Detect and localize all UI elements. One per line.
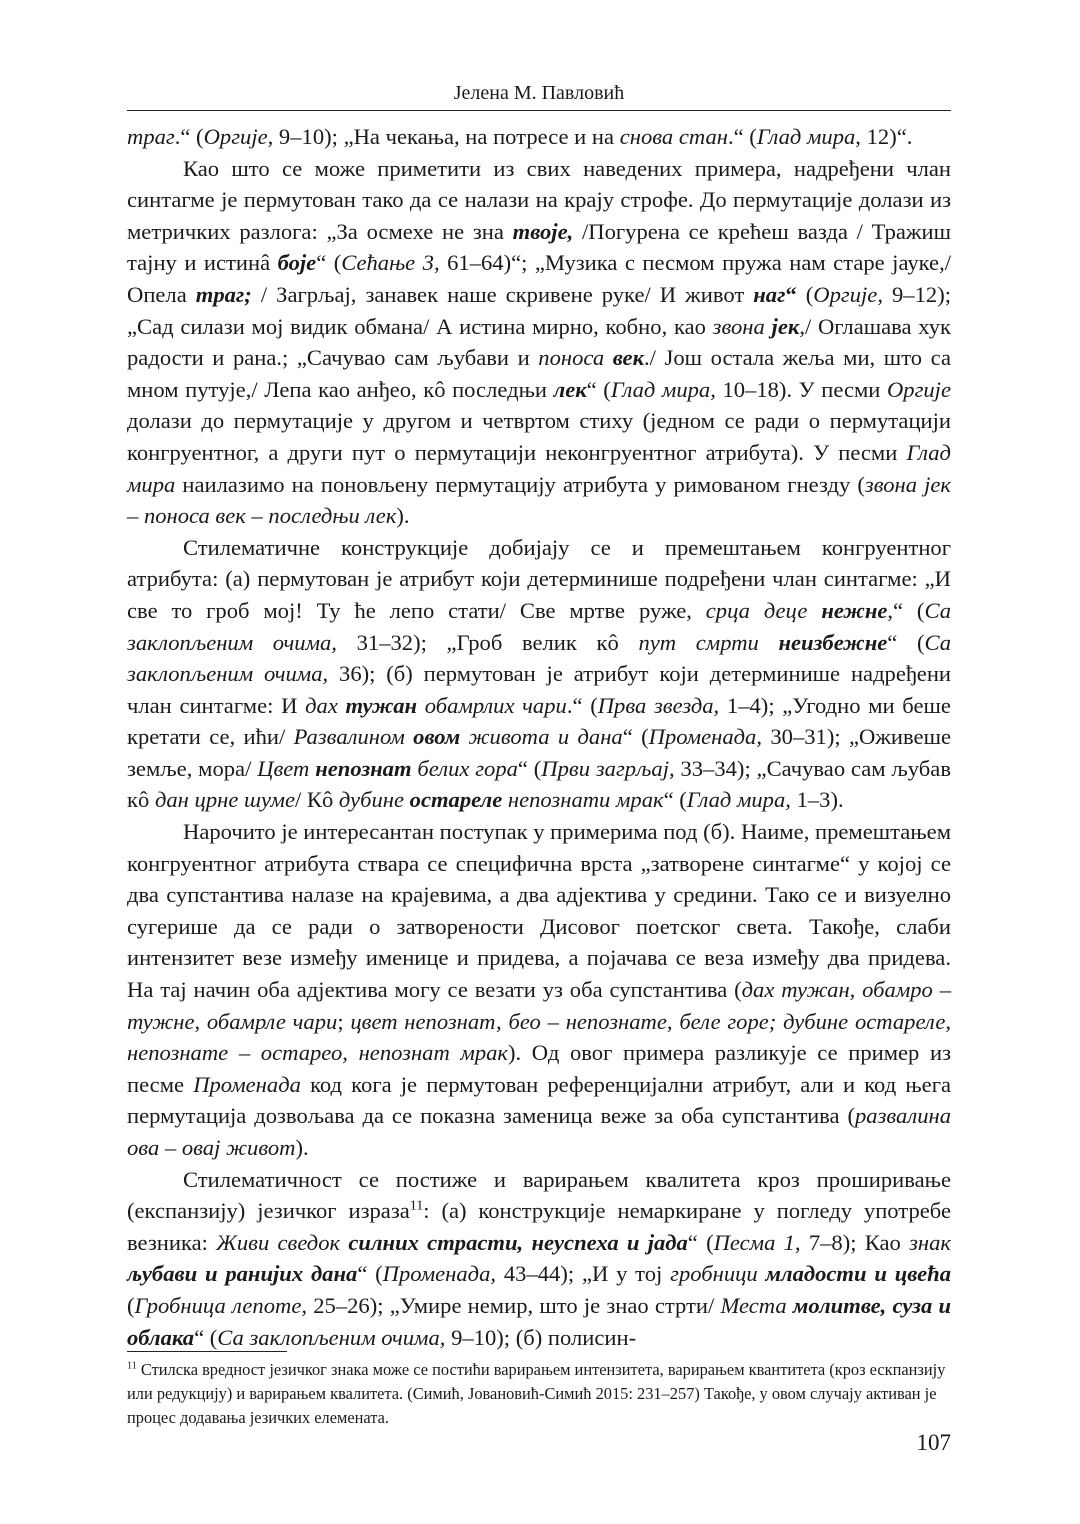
text-run: 9–10); „На чекања, на потресе и на bbox=[273, 124, 620, 149]
text-run: ). bbox=[396, 503, 410, 529]
text-run: траг; bbox=[195, 281, 252, 307]
text-run: век bbox=[612, 345, 645, 371]
text-run: “ ( bbox=[194, 1324, 218, 1350]
text-run: 9–10); (б) полисин- bbox=[445, 1324, 637, 1350]
text-run: 25–26); „Умире немир, што је знао стрти/ bbox=[307, 1292, 721, 1318]
footnote-rule bbox=[127, 1351, 287, 1352]
text-run: Оргије, bbox=[203, 124, 274, 149]
text-run bbox=[460, 724, 468, 749]
text-run: твоје, bbox=[512, 218, 574, 244]
text-run: .“ ( bbox=[174, 124, 204, 149]
text-run bbox=[807, 598, 821, 623]
text-run: “ ( bbox=[357, 1261, 383, 1287]
text-run: овом bbox=[413, 724, 461, 750]
text-run: срца деце bbox=[705, 597, 808, 623]
text-run: наг bbox=[753, 281, 786, 307]
text-run: .“ ( bbox=[566, 692, 598, 718]
text-run: дах тужан, обамро – тужне, обамрле чари bbox=[127, 977, 951, 1034]
text-run: траг bbox=[127, 124, 175, 149]
text-run: тужан bbox=[345, 692, 418, 718]
text-run: 10–18). У песми bbox=[715, 376, 887, 402]
text-run: Оргије, bbox=[813, 281, 883, 307]
text-run: “ ( bbox=[663, 787, 687, 813]
text-run: ( bbox=[127, 1292, 135, 1318]
text-run: Са заклопљеним очима, bbox=[217, 1324, 446, 1350]
text-run: Стилематичност се постиже и варирањем квалитета кроз проширивање (експанзију) језичког израза bbox=[127, 1166, 951, 1224]
text-run: Први загрљај, bbox=[541, 755, 675, 781]
text-run: 1–3). bbox=[790, 787, 844, 813]
text-run: звона bbox=[712, 313, 765, 339]
text-run: Цвет bbox=[257, 755, 310, 781]
text-run: “ ( bbox=[586, 376, 611, 402]
text-run: непознат bbox=[315, 755, 412, 781]
text-run: Променада, bbox=[648, 724, 763, 750]
text-run: / Кô bbox=[294, 787, 339, 813]
text-run: поноса bbox=[538, 345, 605, 371]
text-run: дубине bbox=[338, 787, 404, 813]
text-run: Гробница лепоте, bbox=[134, 1292, 308, 1318]
text-run: јек bbox=[771, 313, 800, 339]
text-run: 31–32); „Гроб велик кô bbox=[336, 629, 639, 655]
paragraph-5 bbox=[127, 1164, 951, 1354]
text-run: лек bbox=[553, 376, 587, 402]
text-run bbox=[765, 314, 772, 339]
text-run: наилазимо на поновљену пермутацију атрибута у римованом гнезду ( bbox=[175, 471, 865, 497]
text-run bbox=[338, 693, 346, 718]
text-run bbox=[604, 345, 613, 370]
text-run bbox=[759, 630, 779, 655]
text-run: живота и дана bbox=[468, 724, 623, 750]
text-run: “ ( bbox=[887, 629, 925, 655]
text-run: неизбежне bbox=[778, 629, 888, 655]
text-run: Променада bbox=[193, 1071, 301, 1097]
text-run: Оргије bbox=[886, 376, 951, 402]
text-run: непознати мрак bbox=[507, 787, 664, 813]
text-run: , 12)“. bbox=[855, 124, 913, 149]
text-run: Глад мира bbox=[127, 439, 951, 497]
text-run bbox=[758, 1261, 766, 1286]
text-run: пут смрти bbox=[638, 629, 759, 655]
text-run: : (а) конструкције немаркиране у погледу употребе везника: bbox=[127, 1198, 951, 1255]
paragraph-4 bbox=[127, 816, 951, 1164]
text-run: Са заклопљеним очима, bbox=[127, 629, 952, 687]
text-run: “ ( bbox=[316, 250, 342, 276]
text-run: Глад мира bbox=[756, 124, 856, 149]
running-header: Јелена М. Павловић bbox=[453, 82, 625, 104]
text-run: младости и цвећа bbox=[765, 1261, 952, 1287]
text-run: знак bbox=[909, 1229, 951, 1255]
text-run: гробници bbox=[670, 1261, 758, 1287]
text-run: 43–44); „И у тој bbox=[496, 1261, 671, 1287]
text-run: развалина ова – овај живот bbox=[127, 1103, 951, 1160]
text-run: 36); (б) пермутован је атрибут који детерминише надређени члан синтагме: И bbox=[127, 661, 952, 718]
text-run: Нарочито је интересантан поступак у примерима под (б). Наиме, премештањем конгруентног атрибута ствара се специфична врста „затворене синтагме“ у којој се два супстантива налазе на крајевима, а два адјектива у средини. Тако се и визуелно сугерише да се ради о затворености Дисовог поетског света. Такође, слаби интензитет везе између именице и придева, а појачава се веза између два придева. На тај начин оба адјектива могу се везати уз оба супстантива ( bbox=[127, 819, 951, 1003]
text-run bbox=[405, 724, 413, 749]
text-run: Сећање 3, bbox=[341, 250, 440, 276]
text-run bbox=[417, 693, 425, 718]
paragraph-3 bbox=[127, 532, 951, 816]
text-run: Места bbox=[720, 1292, 787, 1318]
text-run: љубави и ранијих дана bbox=[127, 1261, 358, 1287]
footnote-marker: 11 bbox=[127, 1360, 137, 1372]
text-run: ./ Још остала жеља ми, што са мном путује,/ Лепа као анђео, кô последњи bbox=[127, 345, 951, 402]
text-run: обамрлих чари bbox=[424, 692, 567, 718]
text-run: Са заклопљеним очима, bbox=[127, 597, 951, 655]
text-run: Развалином bbox=[293, 724, 405, 750]
text-run: ; bbox=[337, 1008, 351, 1034]
text-run: ,“ ( bbox=[887, 597, 925, 623]
text-run: 30–31); „Оживеше земље, мора/ bbox=[127, 724, 952, 781]
text-run: 11 bbox=[409, 1198, 424, 1214]
text-run: 1–4); „Угодно ми беше кретати се, ићи/ bbox=[127, 692, 951, 750]
text-run: снова стан bbox=[619, 124, 728, 149]
text-run: 7–8); Као bbox=[800, 1229, 910, 1255]
text-run: .“ ( bbox=[727, 124, 757, 149]
text-run: остареле bbox=[409, 787, 503, 813]
header-rule bbox=[127, 110, 951, 111]
text-run: “ ( bbox=[687, 1229, 714, 1255]
text-run: Живи сведок bbox=[216, 1229, 341, 1255]
text-run: /Погурена се крећеш вазда / Тражиш тајну и истинâ bbox=[127, 218, 952, 276]
text-run: цвет непознат, бео – непознате, беле горе; дубине остареле, непознате – остарео, непознат мрак bbox=[127, 1008, 952, 1066]
text-run: Променада, bbox=[382, 1261, 497, 1287]
text-run: “ bbox=[785, 281, 797, 307]
text-run: 61–64)“; „Музика с песмом пружа нам старе јауке,/ Опела bbox=[127, 250, 952, 307]
text-run: / Загрљај, занавек наше скривене руке/ И живот bbox=[251, 281, 754, 307]
text-run: “ ( bbox=[622, 724, 649, 750]
text-run: Као што се може приметити из свих наведених примера, надређени члан синтагме је пермутован тако да се налази на крају строфе. До пермутације долази из метричких разлога: „За осмехе не зна bbox=[127, 155, 951, 244]
text-run: белих гора bbox=[417, 755, 518, 781]
text-run: ). bbox=[295, 1135, 309, 1160]
text-run: Песма 1, bbox=[713, 1229, 801, 1255]
text-run: ,/ Оглашава хук радости и рана.; „Сачувао сам љубави и bbox=[127, 313, 951, 371]
text-run: Глад мира, bbox=[686, 787, 791, 813]
text-run: ( bbox=[796, 281, 814, 307]
text-run: 9–12); „Сад силази мој видик обмана/ А истина мирно, кобно, као bbox=[127, 281, 951, 339]
text-run: ). Од овог примера разликује се пример из песме bbox=[127, 1040, 951, 1097]
page-number: 107 bbox=[916, 1430, 951, 1455]
text-run: дах bbox=[305, 692, 338, 718]
text-run: код кога је пермутован референцијални атрибут, али и код њега пермутација дозвољава да се показна заменица веже за оба супстантива ( bbox=[127, 1071, 952, 1129]
body-text bbox=[127, 121, 951, 1353]
footnote-text: Стилска вредност језичког знака може се постићи варирањем интензитета, варирањем квантитета (кроз ескпанзију или редукцију) и варирањем квалитета. (Симић, Јовановић-Симић 2015: 231–257) Такође, у овом случају активан је процес додавања језичких елемената. bbox=[127, 1360, 946, 1427]
text-run: молитве, суза и облака bbox=[127, 1292, 952, 1350]
footnote-11 bbox=[127, 1358, 951, 1430]
text-run: звона јек – поноса век – последњи лек bbox=[127, 471, 951, 529]
text-run: Стилематичне конструкције добијају се и премештањем конгруентног атрибута: (а) пермутован је атрибут који детерминише подређени члан синтагме: „И све то гроб мој! Ту ће лепо стати/ Све мртве руже, bbox=[127, 534, 951, 623]
text-run: Глад мира, bbox=[610, 376, 716, 402]
text-run: боје bbox=[277, 250, 317, 276]
text-run: “ ( bbox=[517, 755, 542, 781]
text-run: силних страсти, неуспеха и јада bbox=[348, 1229, 688, 1255]
paragraph-1 bbox=[127, 121, 951, 153]
text-run: долази до пермутације у другом и четвртом стиху (једном се ради о пермутацији конгруентног, а други пут о пермутацији неконгруентног атрибута). У песми bbox=[127, 408, 951, 465]
text-run: 33–34); „Сачувао сам љубав кô bbox=[127, 755, 951, 813]
text-run: нежне bbox=[821, 597, 888, 623]
text-run: дан црне шуме bbox=[154, 787, 295, 813]
paragraph-2 bbox=[127, 153, 951, 532]
text-run: Прва звезда, bbox=[597, 692, 720, 718]
